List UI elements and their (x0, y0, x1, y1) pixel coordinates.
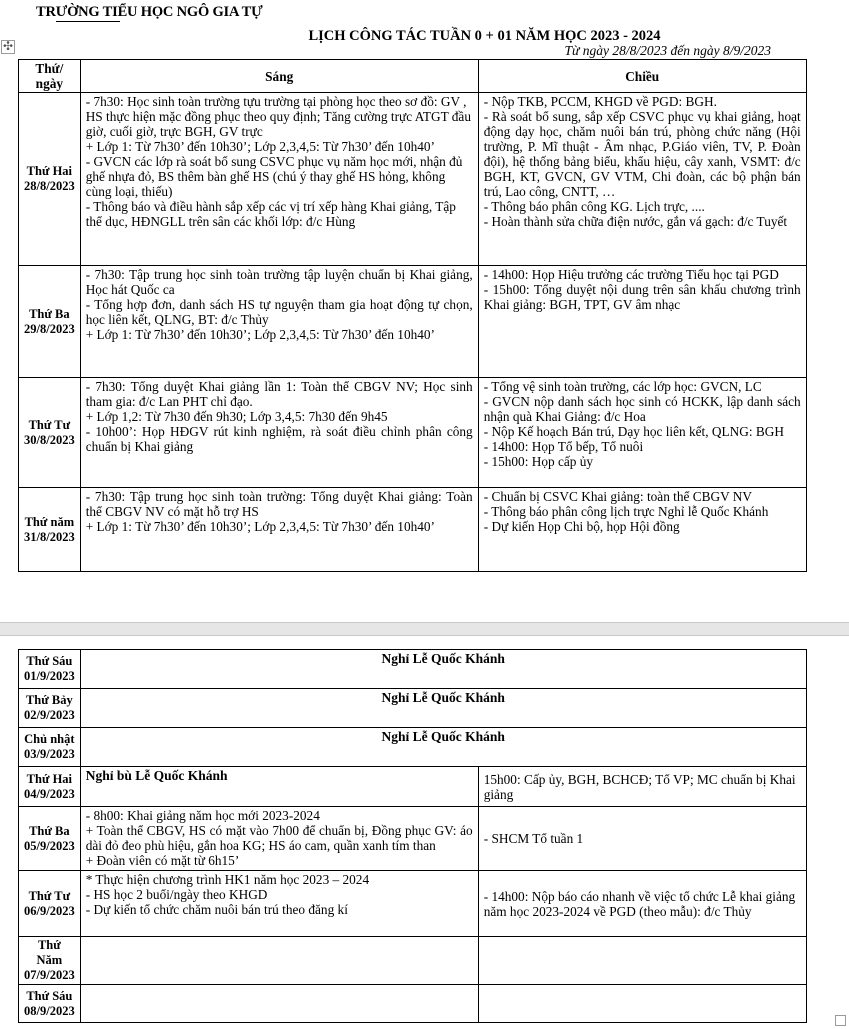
morning-cell[interactable] (80, 937, 478, 985)
afternoon-cell[interactable] (478, 985, 806, 1023)
afternoon-item: - Nộp Kế hoạch Bán trú, Dạy học liên kết, QLNG: BGH (483, 424, 784, 439)
morning-cell[interactable] (80, 93, 478, 266)
morning-item: - GVCN các lớp rà soát bổ sung CSVC phục vụ năm học mới, nhận đủ ghế nhựa đỏ, BS thêm bàn ghế HS (chú ý thay ghế HS hỏng, không cùng loại, thiếu) (85, 154, 463, 199)
day-name: Chủ nhật (24, 732, 75, 746)
day-name: Thứ Sáu (26, 654, 73, 668)
afternoon-cell[interactable]: - 14h00: Nộp báo cáo nhanh về việc tổ chức Lễ khai giảng năm học 2023-2024 về PGD (theo mẫu): đ/c Thủy (478, 871, 806, 937)
day-cell (19, 985, 81, 1023)
morning-cell[interactable] (80, 985, 478, 1023)
day-cell (19, 871, 81, 937)
table-header-row (19, 60, 807, 93)
day-cell (19, 266, 81, 378)
day-cell (19, 488, 81, 572)
page-break-gap (0, 622, 849, 636)
morning-item: * Thực hiện chương trình HK1 năm học 2023 – 2024 (85, 872, 370, 887)
day-date: 04/9/2023 (24, 786, 75, 801)
morning-item: - 8h00: Khai giảng năm học mới 2023-2024 (85, 808, 320, 823)
day-cell (19, 937, 81, 985)
morning-item: - 7h30: Tập trung học sinh toàn trường: Tổng duyệt Khai giảng: Toàn thể CBGV NV có mặt hỗ trợ HS (85, 489, 473, 519)
day-cell (19, 767, 81, 807)
afternoon-item: - Rà soát bổ sung, sắp xếp CSVC phục vụ khai giảng, hoạt động dạy học, chăm nuôi bán trú, phòng chức năng (Hội trường, P. Mĩ thuật - Âm nhạc, P.Giáo viên, TV, P. Đoàn đội), hệ thống bảng biểu, khẩu hiệu, cây xanh, VSMT: đ/c BGH, KT, GVCN, GV VTM, Chi đoàn, các bộ phận bán trú, Lao công, CNTT, … (483, 109, 801, 199)
table-row (19, 266, 807, 378)
day-name: Thứ Tư (28, 417, 71, 432)
afternoon-item: - Thông báo phân công lịch trực Nghỉ lễ Quốc Khánh (483, 504, 769, 519)
day-name: Thứ Ba (29, 306, 70, 321)
day-name: Thứ Ba (29, 823, 70, 838)
table-row (19, 807, 807, 871)
table-row (19, 488, 807, 572)
table-row (19, 767, 807, 807)
morning-cell[interactable]: Nghỉ bù Lễ Quốc Khánh (80, 767, 478, 807)
morning-cell[interactable] (80, 807, 478, 871)
afternoon-item: - Chuẩn bị CSVC Khai giảng: toàn thể CBGV NV (483, 489, 752, 504)
document-title: LỊCH CÔNG TÁC TUẦN 0 + 01 NĂM HỌC 2023 - 2024 (308, 28, 661, 44)
afternoon-cell[interactable] (478, 488, 806, 572)
holiday-cell[interactable]: Nghỉ Lễ Quốc Khánh (80, 689, 806, 728)
morning-cell[interactable] (80, 378, 478, 488)
table-row (19, 871, 807, 937)
schedule-table-page-1 (18, 59, 807, 572)
day-date: 03/9/2023 (24, 747, 75, 761)
afternoon-item: - 15h00: Họp cấp ủy (483, 454, 594, 469)
morning-item: + Toàn thể CBGV, HS có mặt vào 7h00 để chuẩn bị, Đồng phục GV: áo dài đỏ đeo phù hiệu, gắn hoa KG; HS áo cam, quần xanh tím than (85, 823, 473, 853)
table-row (19, 378, 807, 488)
holiday-cell[interactable]: Nghỉ Lễ Quốc Khánh (80, 650, 806, 689)
morning-item: + Đoàn viên có mặt từ 6h15’ (85, 853, 240, 868)
day-cell (19, 807, 81, 871)
column-header-morning: Sáng (80, 60, 478, 93)
morning-item: - Thông báo và điều hành sắp xếp các vị trí xếp hàng Khai giảng, Tập thể dục, HĐNGLL trên sân các khối lớp: đ/c Hùng (85, 199, 456, 229)
afternoon-item: - 14h00: Họp Hiệu trưởng các trường Tiểu học tại PGD (483, 267, 779, 282)
morning-item: - Dự kiến tổ chức chăm nuôi bán trú theo đăng kí (85, 902, 348, 917)
day-cell (19, 650, 81, 689)
afternoon-cell[interactable] (478, 378, 806, 488)
day-name: Thứ Tư (28, 888, 71, 903)
afternoon-cell[interactable] (478, 93, 806, 266)
table-row (19, 937, 807, 985)
day-date: 28/8/2023 (24, 179, 75, 193)
holiday-cell[interactable]: Nghỉ Lễ Quốc Khánh (80, 728, 806, 767)
morning-item: - Tổng hợp đơn, danh sách HS tự nguyện tham gia hoạt động tự chọn, học liên kết, QLNG, BT: đ/c Thủy (85, 297, 473, 327)
school-name: TRƯỜNG TIỂU HỌC NGÔ GIA TỰ (36, 4, 263, 20)
morning-item: - HS học 2 buổi/ngày theo KHGD (85, 887, 268, 902)
day-date: 06/9/2023 (24, 903, 75, 918)
morning-cell[interactable] (80, 488, 478, 572)
day-date: 31/8/2023 (24, 529, 75, 544)
schedule-table-page-2 (18, 649, 807, 1023)
afternoon-item: - Nộp TKB, PCCM, KHGD về PGD: BGH. (483, 94, 717, 109)
afternoon-cell[interactable] (478, 937, 806, 985)
table-resize-handle-icon[interactable] (835, 1015, 846, 1026)
day-name: Thứ Hai (26, 164, 73, 178)
morning-item: + Lớp 1: Từ 7h30’ đến 10h30’; Lớp 2,3,4,5: Từ 7h30’ đến 10h40’ (85, 327, 435, 342)
day-date: 07/9/2023 (24, 968, 75, 982)
day-date: 30/8/2023 (24, 432, 75, 447)
morning-item: - 7h30: Tập trung học sinh toàn trường tập luyện chuẩn bị Khai giảng, Học hát Quốc ca (85, 267, 473, 297)
afternoon-item: - 15h00: Tổng duyệt nội dung trên sân khấu chương trình Khai giảng: BGH, TPT, GV âm nhạc (483, 282, 801, 312)
day-date: 29/8/2023 (24, 321, 75, 336)
day-name: Thứ Hai (26, 771, 73, 786)
day-name: Thứ Bảy (25, 693, 73, 707)
morning-item: - 7h30: Tổng duyệt Khai giảng lần 1: Toàn thể CBGV NV; Học sinh tham gia: đ/c Lan PHT chỉ đạo. (85, 379, 473, 409)
day-date: 08/9/2023 (24, 1003, 75, 1018)
day-name: Thứ Năm (36, 938, 63, 967)
table-row (19, 689, 807, 728)
afternoon-item: - Hoàn thành sửa chữa điện nước, gắn vá gạch: đ/c Tuyết (483, 214, 788, 229)
school-name-underline (56, 21, 120, 22)
day-cell (19, 93, 81, 266)
morning-item: - 7h30: Học sinh toàn trường tựu trường tại phòng học theo sơ đồ: GV , HS thực hiện mặc đồng phục theo quy định; Tăng cường trực ATGT đầu giờ, cuối giờ, trực BGH, GV trực (85, 94, 471, 139)
afternoon-cell[interactable]: - SHCM Tổ tuần 1 (478, 807, 806, 871)
morning-cell[interactable] (80, 871, 478, 937)
table-move-handle-icon[interactable]: ✣ (2, 39, 14, 53)
day-cell (19, 689, 81, 728)
day-date: 02/9/2023 (24, 708, 75, 722)
table-row (19, 985, 807, 1023)
afternoon-item: - Tổng vệ sinh toàn trường, các lớp học: GVCN, LC (483, 379, 762, 394)
column-header-afternoon: Chiều (478, 60, 806, 93)
afternoon-item: - Thông báo phân công KG. Lịch trực, .... (483, 199, 705, 214)
afternoon-item: - GVCN nộp danh sách học sinh có HCKK, lập danh sách nhận quà Khai Giảng: đ/c Hoa (483, 394, 801, 424)
day-cell (19, 728, 81, 767)
day-name: Thứ Sáu (26, 988, 73, 1003)
morning-item: - 10h00’: Họp HĐGV rút kinh nghiệm, rà soát điều chỉnh phân công chuẩn bị Khai giảng (85, 424, 473, 454)
morning-item: + Lớp 1,2: Từ 7h30 đến 9h30; Lớp 3,4,5: 7h30 đến 9h45 (85, 409, 388, 424)
table-row (19, 93, 807, 266)
morning-item: + Lớp 1: Từ 7h30’ đến 10h30’; Lớp 2,3,4,5: Từ 7h30’ đến 10h40’ (85, 519, 435, 534)
day-date: 01/9/2023 (24, 669, 75, 683)
afternoon-item: - 14h00: Họp Tổ bếp, Tổ nuôi (483, 439, 644, 454)
day-cell (19, 378, 81, 488)
column-header-day: Thứ/ ngày (19, 60, 81, 93)
afternoon-cell[interactable] (478, 266, 806, 378)
afternoon-cell[interactable]: 15h00: Cấp ủy, BGH, BCHCĐ; Tổ VP; MC chuẩn bị Khai giảng (478, 767, 806, 807)
afternoon-item: - Dự kiến Họp Chi bộ, họp Hội đồng (483, 519, 680, 534)
day-date: 05/9/2023 (24, 838, 75, 853)
table-row (19, 650, 807, 689)
date-range: Từ ngày 28/8/2023 đến ngày 8/9/2023 (564, 43, 771, 58)
morning-cell[interactable] (80, 266, 478, 378)
day-name: Thứ năm (24, 514, 75, 529)
table-row (19, 728, 807, 767)
morning-item: + Lớp 1: Từ 7h30’ đến 10h30’; Lớp 2,3,4,5: Từ 7h30’ đến 10h40’ (85, 139, 435, 154)
